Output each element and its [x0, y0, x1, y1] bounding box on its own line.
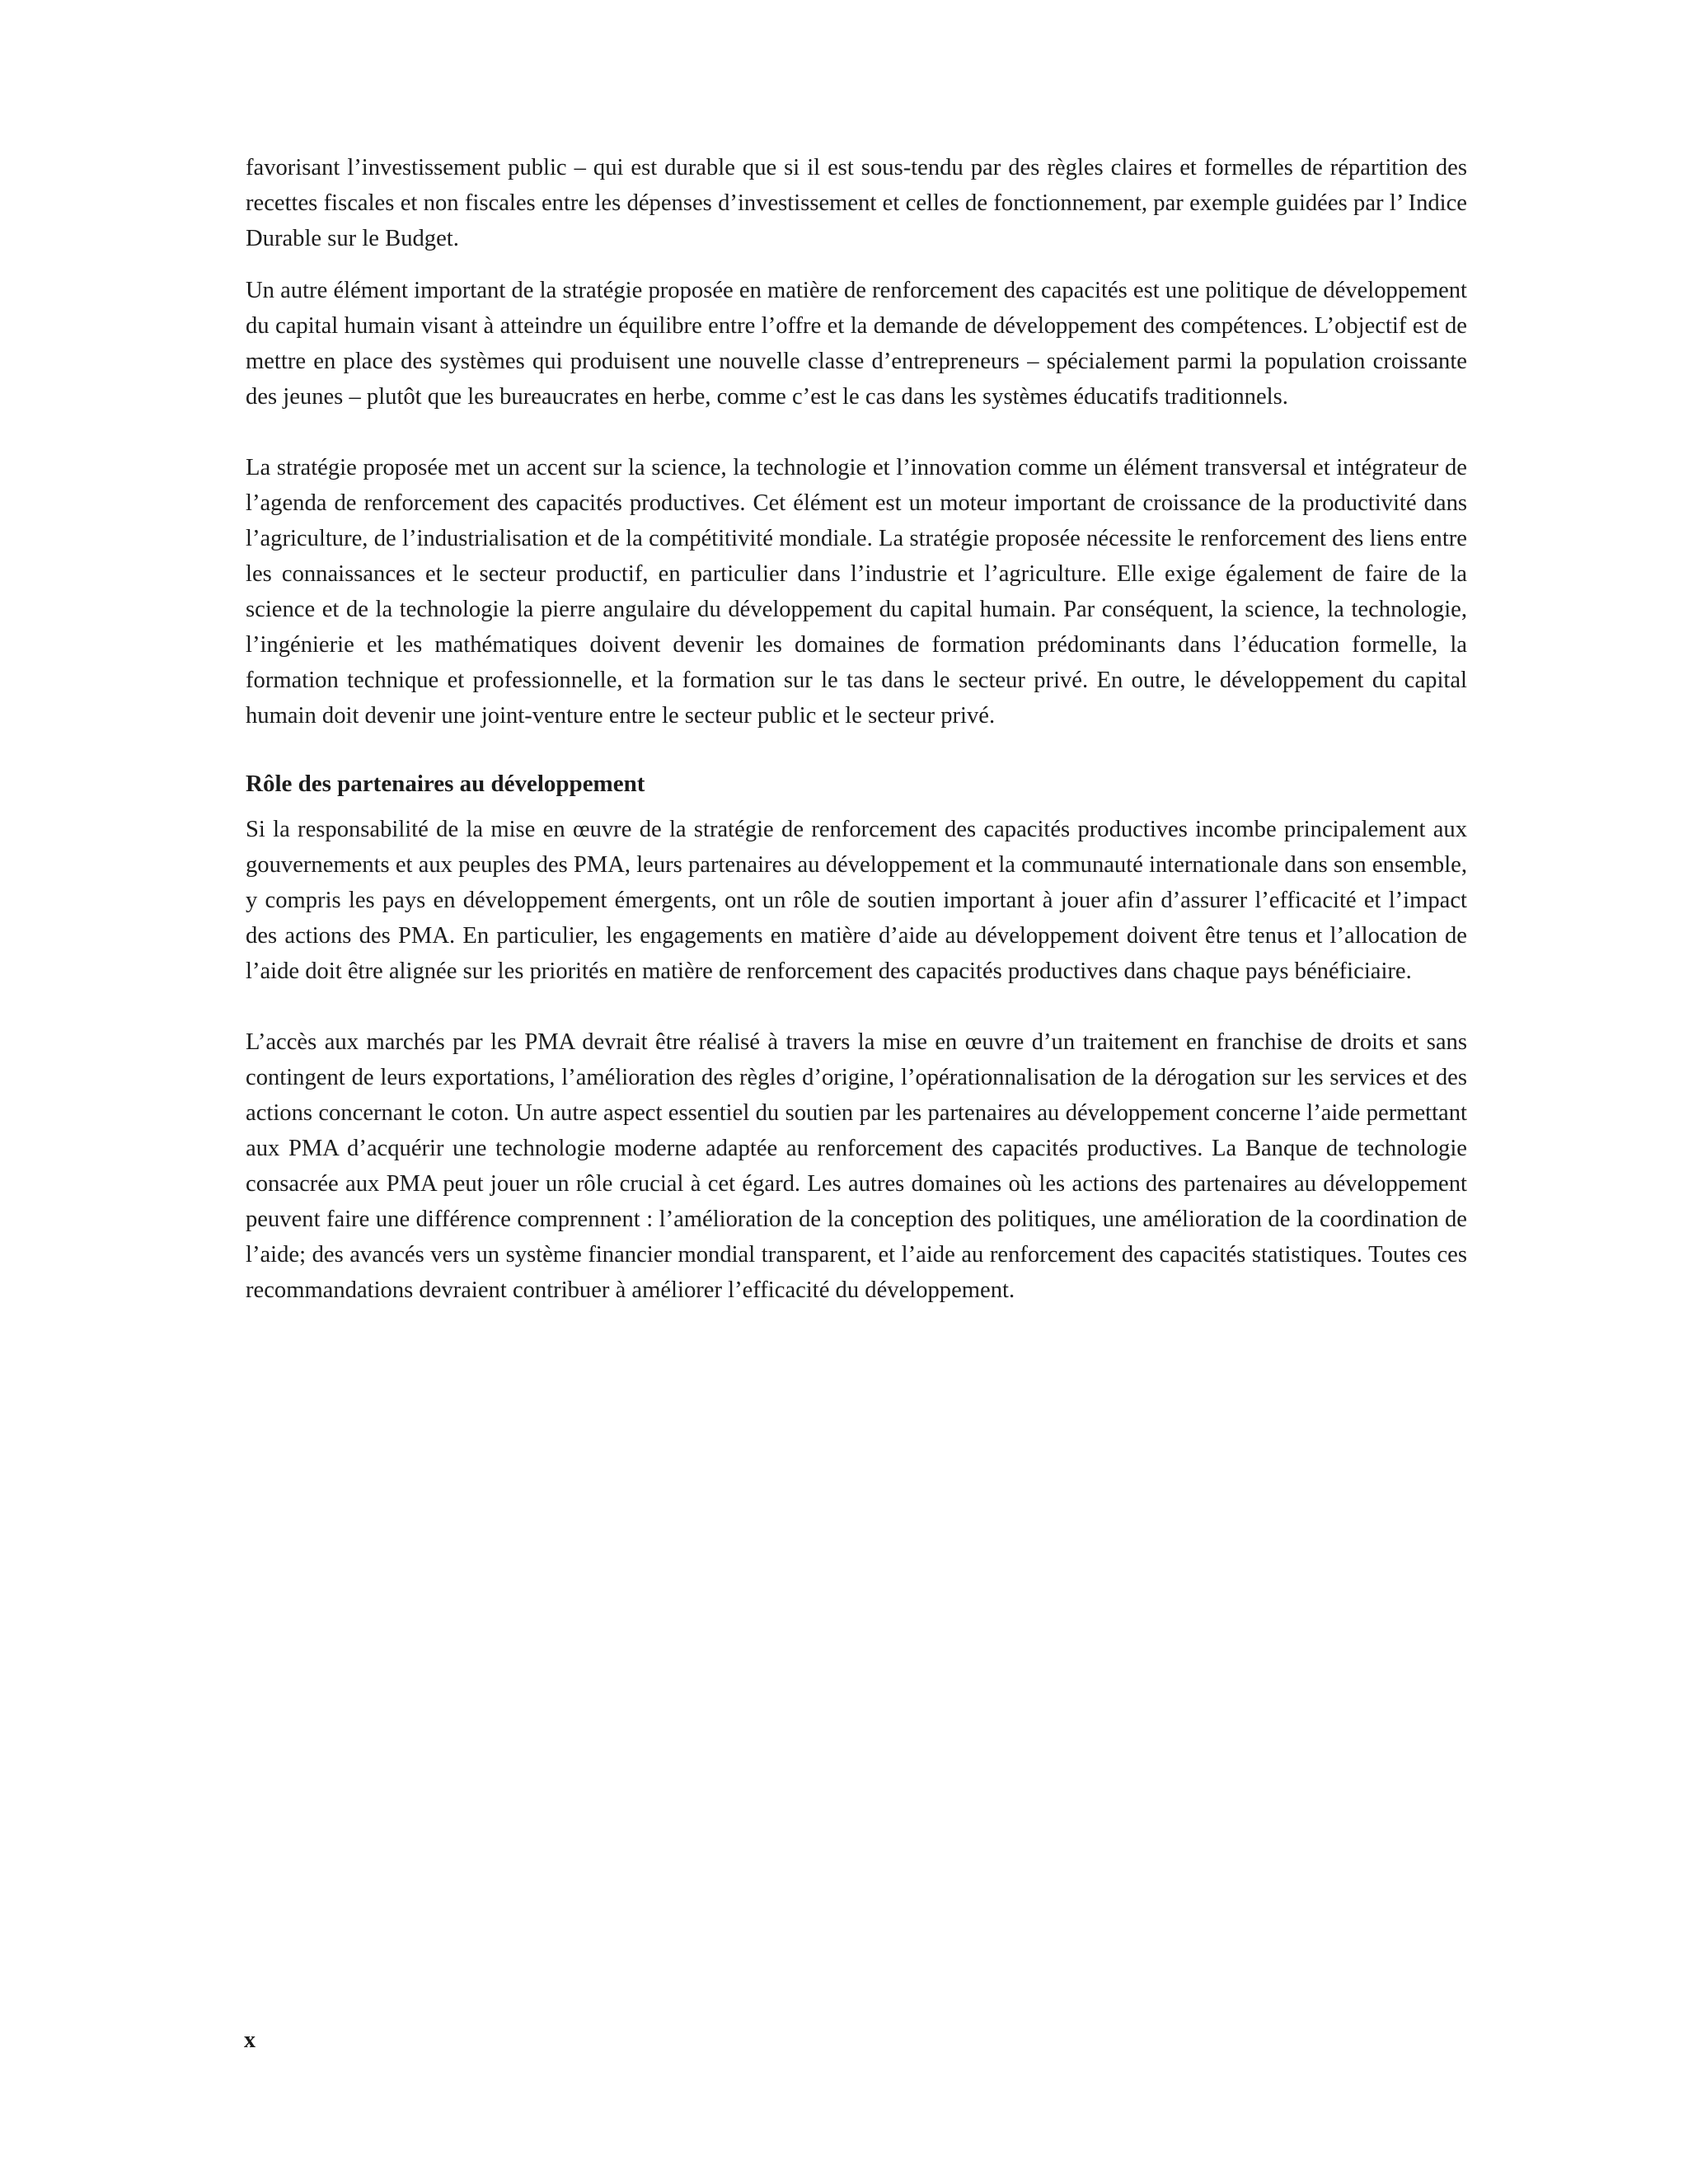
- document-body: [246, 150, 1467, 1308]
- paragraph-partner-responsibility: Si la responsabilité de la mise en œuvre de la stratégie de renforcement des capacités productives incombe principalement aux gouvernements et aux peuples des PMA, leurs partenaires au développement et la communauté internationale dans son ensemble, y compris les pays en développement émergents, ont un rôle de soutien important à jouer afin d’assurer l’efficacité et l’impact des actions des PMA. En particulier, les engagements en matière d’aide au développement doivent être tenus et l’allocation de l’aide doit être alignée sur les priorités en matière de renforcement des capacités productives dans chaque pays bénéficiaire.: [246, 817, 1467, 984]
- paragraph-science-technology: La stratégie proposée met un accent sur la science, la technologie et l’innovation comme un élément transversal et intégrateur de l’agenda de renforcement des capacités productives. Cet élément est un moteur important de croissance de la productivité dans l’agriculture, de l’industrialisation et de la compétitivité mondiale. La stratégie proposée nécessite le renforcement des liens entre les connaissances et le secteur productif, en particulier dans l’industrie et l’agriculture. Elle exige également de faire de la science et de la technologie la pierre angulaire du développement du capital humain. Par conséquent, la science, la technologie, l’ingénierie et les mathématiques doivent devenir les domaines de formation prédominants dans l’éducation formelle, la formation technique et professionnelle, et la formation sur le tas dans le secteur privé. En outre, le développement du capital humain doit devenir une joint-venture entre le secteur public et le secteur privé.: [246, 455, 1467, 729]
- section-heading: Rôle des partenaires au développement: [246, 771, 645, 797]
- paragraph-public-investment: favorisant l’investissement public – qui est durable que si il est sous-tendu par des règles claires et formelles de répartition des recettes fiscales et non fiscales entre les dépenses d’investissement et celles de fonctionnement, par exemple guidées par l’ Indice Durable sur le Budget.: [246, 155, 1467, 251]
- paragraph-market-access: L’accès aux marchés par les PMA devrait être réalisé à travers la mise en œuvre d’un traitement en franchise de droits et sans contingent de leurs exportations, l’amélioration des règles d’origine, l’opérationnalisation de la dérogation sur les services et des actions concernant le coton. Un autre aspect essentiel du soutien par les partenaires au développement concerne l’aide permettant aux PMA d’acquérir une technologie moderne adaptée au renforcement des capacités productives. La Banque de technologie consacrée aux PMA peut jouer un rôle crucial à cet égard. Les autres domaines où les actions des partenaires au développement peuvent faire une différence comprennent : l’amélioration de la conception des politiques, une amélioration de la coordination de l’aide; des avancés vers un système financier mondial transparent, et l’aide au renforcement des capacités statistiques. Toutes ces recommandations devraient contribuer à améliorer l’efficacité du développement.: [246, 1029, 1467, 1303]
- paragraph-human-capital: Un autre élément important de la stratégie proposée en matière de renforcement des capacités est une politique de développement du capital humain visant à atteindre un équilibre entre l’offre et la demande de développement des compétences. L’objectif est de mettre en place des systèmes qui produisent une nouvelle classe d’entrepreneurs – spécialement parmi la population croissante des jeunes – plutôt que les bureaucrates en herbe, comme c’est le cas dans les systèmes éducatifs traditionnels.: [246, 278, 1467, 410]
- page-number: x: [244, 2027, 256, 2053]
